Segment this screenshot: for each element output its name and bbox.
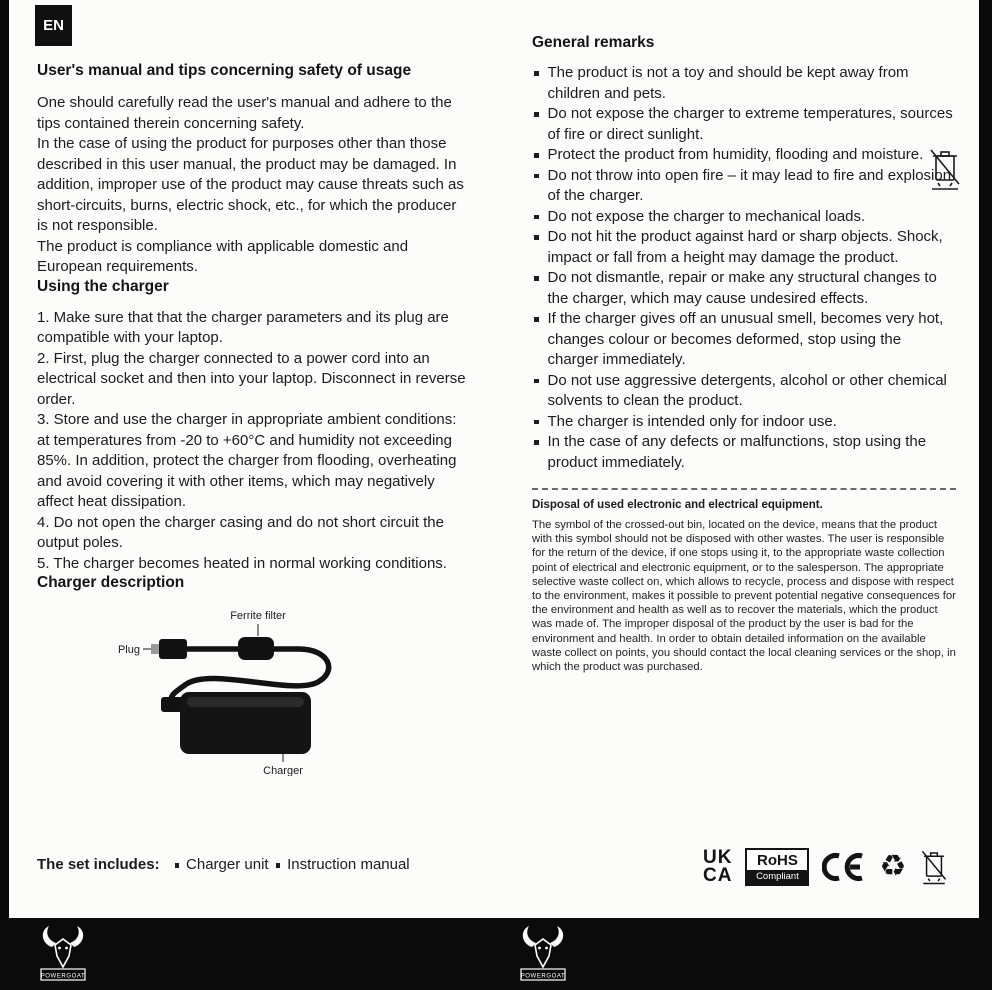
scan-edge-left	[0, 0, 9, 938]
list-item	[532, 227, 956, 268]
list-item	[532, 412, 956, 433]
intro-paragraph: The product is compliance with applicable domestic and European requirements.	[37, 237, 409, 275]
ferrite-filter-icon	[238, 637, 274, 660]
bullet-icon	[175, 863, 180, 868]
list-item-text: In the case of any defects or malfunctions, stop using the product immediately.	[547, 433, 927, 471]
list-item-text: Do not throw into open fire – it may lead to fire and explosion of the charger.	[547, 166, 952, 204]
list-item	[532, 63, 956, 104]
list-item	[532, 145, 956, 166]
intro-paragraph: In the case of using the product for purposes other than those described in this user manual, the product may be damaged. In addition, improper use of the product may cause threats such as short-circuits, burns, electric shock, etc., for which the producer is not responsible.	[37, 135, 464, 234]
ukca-mark	[703, 849, 732, 885]
list-item-text: Do not dismantle, repair or make any structural changes to the charger, which may cause undesired effects.	[547, 269, 937, 307]
section-title-using: Using the charger	[37, 277, 169, 295]
list-item	[532, 268, 956, 309]
list-item-text: The charger is intended only for indoor use.	[547, 412, 837, 430]
set-includes-label: The set includes:	[37, 856, 160, 873]
bullet-icon	[534, 215, 539, 220]
right-column	[532, 34, 956, 674]
list-item-text: Do not use aggressive detergents, alcohol or other chemical solvents to clean the product.	[547, 371, 947, 409]
bullet-icon	[534, 112, 539, 117]
section-title-usage: User's manual and tips concerning safety of usage	[37, 62, 412, 79]
bullet-icon	[534, 317, 539, 322]
set-item: Charger unit	[186, 856, 269, 873]
list-item-text: Do not hit the product against hard or sharp objects. Shock, impact or fall from a height may damage the product.	[547, 228, 943, 266]
bullet-icon	[534, 276, 539, 281]
section-title-description: Charger description	[37, 574, 185, 591]
bullet-icon	[534, 235, 539, 240]
rohs-mark	[745, 848, 809, 886]
list-item	[532, 309, 956, 371]
footer-band	[0, 918, 992, 990]
numbered-item: 4. Do not open the charger casing and do not short circuit the output poles.	[37, 513, 444, 551]
intro-paragraph: One should carefully read the user's manual and adhere to the tips contained therein concerning safety.	[37, 94, 452, 132]
brand-name: POWERGOAT	[40, 973, 86, 980]
weee-crossed-bin-icon	[919, 848, 949, 886]
bullet-icon	[534, 420, 539, 425]
bullet-icon	[534, 440, 539, 445]
powergoat-logo	[36, 923, 90, 985]
section-title-general: General remarks	[532, 34, 655, 51]
numbered-item: 1. Make sure that that the charger parameters and its plug are compatible with your laptop.	[37, 308, 449, 346]
recycle-icon: ♻	[879, 849, 907, 884]
language-badge: EN	[35, 5, 72, 46]
set-includes-line	[37, 856, 410, 873]
brand-name: POWERGOAT	[520, 973, 566, 980]
bullet-icon	[534, 153, 539, 158]
ukca-line1: UK	[703, 847, 733, 868]
list-item-text: Do not expose the charger to mechanical loads.	[547, 207, 866, 225]
bullet-icon	[534, 174, 539, 179]
plug-tip-icon	[151, 644, 160, 654]
weee-crossed-bin-icon	[927, 146, 963, 192]
bullet-icon	[534, 379, 539, 384]
charger-label: Charger	[263, 765, 303, 776]
list-item	[532, 371, 956, 412]
numbered-item: 2. First, plug the charger connected to a power cord into an electrical socket and then into your laptop. Disconnect in reverse order.	[37, 349, 466, 408]
set-item: Instruction manual	[287, 856, 410, 873]
plug-barrel-icon	[159, 639, 187, 659]
rohs-label: RoHS	[757, 852, 798, 869]
list-item	[532, 104, 956, 145]
list-item-text: If the charger gives off an unusual smell, becomes very hot, changes colour or becomes deformed, stop using the charger immediately.	[547, 310, 944, 368]
dashed-divider	[532, 488, 956, 490]
list-item-text: Protect the product from humidity, flooding and moisture.	[547, 146, 924, 163]
list-item-text: The product is not a toy and should be kept away from children and pets.	[547, 64, 909, 102]
plug-label: Plug	[117, 644, 140, 656]
bullet-icon	[534, 71, 539, 76]
dc-connector-icon	[161, 697, 183, 712]
charger-diagram	[37, 604, 437, 776]
list-item	[532, 166, 956, 207]
disposal-body: The symbol of the crossed-out bin, located on the device, means that the product with this symbol should not be disposed with other wastes. The user is responsible for the return of the device, if one stops using it, to the appropriate waste collection point of electrical and electronic equipment, or to the salesperson. The appropriate selective waste collect on, which allows to recycle, process and dispose with respect to the environment, makes it possible to prevent potential negative consequences for the environment and health as well as to recover the materials, which the product was made of. The improper disposal of the product by the user is bad for the environment and health. In order to obtain detailed information on the available waste collect on points, you should contact the local cleaning services or the shop, in which the product was purchased.	[532, 519, 956, 674]
ukca-line2: CA	[703, 865, 733, 886]
scan-edge-right	[979, 0, 992, 938]
bullet-icon	[276, 863, 281, 868]
powergoat-logo	[516, 923, 570, 985]
ce-mark-icon	[822, 852, 866, 882]
rohs-compliant-label: Compliant	[747, 870, 807, 884]
list-item	[532, 207, 956, 228]
numbered-item: 3. Store and use the charger in appropriate ambient conditions: at temperatures from -20 to +60°C and humidity not exceeding 85%. In addition, protect the charger from flooding, overheating and avoid covering it with other items, which may negatively affect heat dissipation.	[37, 411, 457, 510]
left-column	[37, 62, 469, 781]
ferrite-filter-label: Ferrite filter	[230, 610, 286, 622]
numbered-item: 5. The charger becomes heated in normal working conditions.	[37, 554, 447, 572]
certification-marks	[703, 848, 949, 886]
disposal-title: Disposal of used electronic and electrical equipment.	[532, 499, 823, 511]
list-item-text: Do not expose the charger to extreme temperatures, sources of fire or direct sunlight.	[547, 105, 953, 143]
list-item	[532, 432, 956, 473]
